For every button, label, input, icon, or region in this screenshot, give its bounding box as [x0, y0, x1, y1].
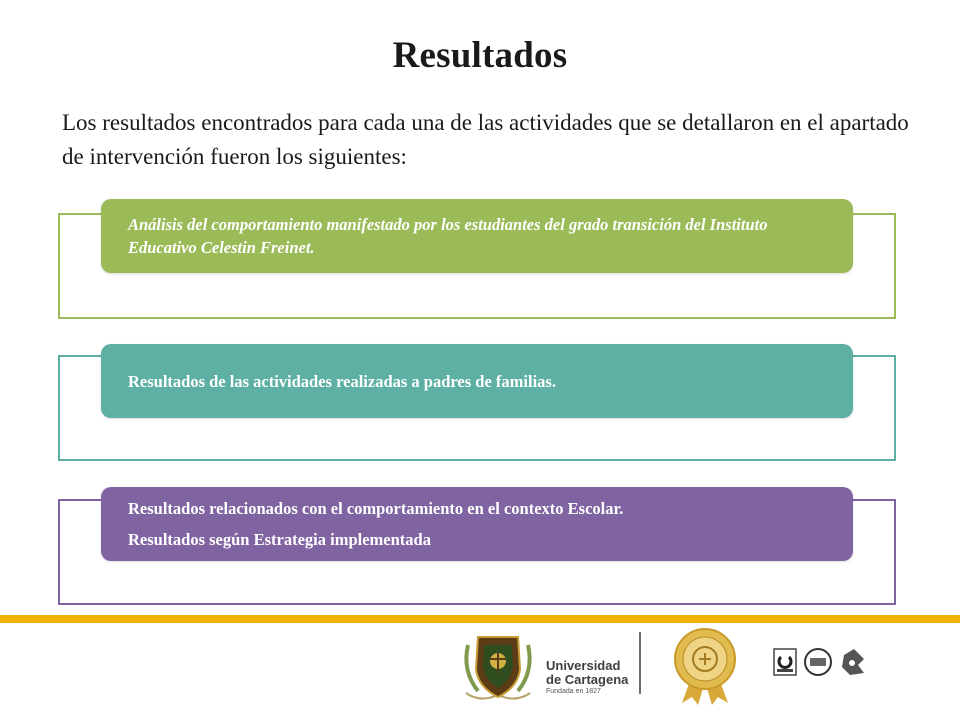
intro-paragraph: Los resultados encontrados para cada una de las actividades que se detallaron en el apartado de intervención fueron los siguientes: — [62, 110, 909, 169]
item-3-text-line-1: Resultados relacionados con el comportamiento en el contexto Escolar. — [128, 499, 624, 518]
item-2-text: Resultados de las actividades realizadas a padres de familias. — [128, 371, 556, 391]
item-1-text: Análisis del comportamiento manifestado por los estudiantes del grado transición del Instituto Educativo Celestin Freinet. — [128, 215, 768, 257]
slide-title: Resultados — [392, 35, 568, 76]
footer-accent-rule — [0, 615, 960, 623]
logo-divider — [639, 632, 641, 694]
item-3-text-line-2: Resultados según Estrategia implementada — [128, 530, 431, 549]
item-bar-2 — [101, 344, 853, 418]
university-name-line-1: Universidad — [546, 658, 621, 673]
university-name-line-2: de Cartagena — [546, 672, 629, 687]
item-bar-1 — [101, 199, 853, 273]
certification-logos-icon — [770, 625, 870, 715]
item-bar-3 — [101, 487, 853, 561]
gold-seal-icon — [668, 625, 742, 715]
university-founded: Fundada en 1827 — [546, 688, 601, 695]
university-crest-icon — [458, 625, 538, 715]
university-wordmark — [546, 659, 628, 697]
